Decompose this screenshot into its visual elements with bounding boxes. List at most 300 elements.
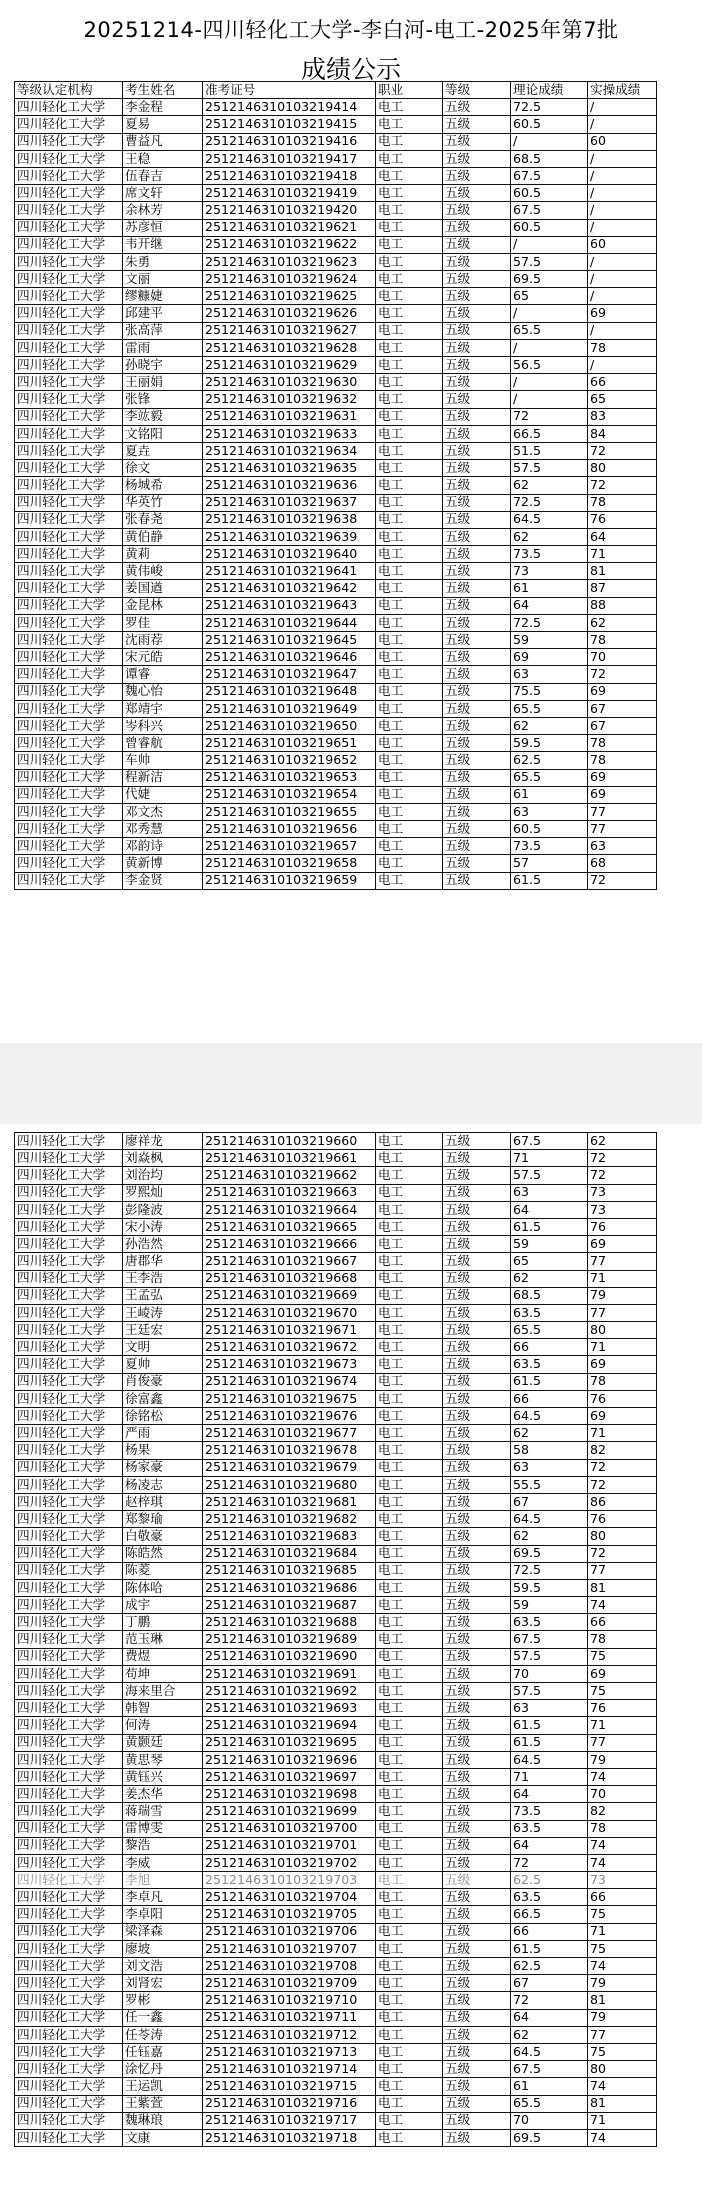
org-cell: 四川轻化工大学 — [15, 1322, 123, 1339]
practical-score-cell: 86 — [588, 1493, 657, 1510]
theory-score-cell: 63.5 — [511, 1304, 588, 1321]
occupation-cell: 电工 — [376, 1562, 443, 1579]
theory-score-cell: 73 — [511, 563, 588, 580]
table-row — [15, 2095, 657, 2112]
practical-score-cell: 72 — [588, 1545, 657, 1562]
level-cell: 五级 — [443, 339, 511, 356]
occupation-cell: 电工 — [376, 1339, 443, 1356]
occupation-cell: 电工 — [376, 425, 443, 442]
occupation-cell: 电工 — [376, 288, 443, 305]
practical-score-cell: 72 — [588, 1167, 657, 1184]
theory-score-cell: 64.5 — [511, 1511, 588, 1528]
org-cell: 四川轻化工大学 — [15, 1889, 123, 1906]
org-cell: 四川轻化工大学 — [15, 872, 123, 889]
occupation-cell: 电工 — [376, 1373, 443, 1390]
org-cell: 四川轻化工大学 — [15, 838, 123, 855]
level-cell: 五级 — [443, 1390, 511, 1407]
org-cell: 四川轻化工大学 — [15, 1786, 123, 1803]
ticket-cell: 2512146310103219710 — [203, 1992, 376, 2009]
name-cell: 刘文浩 — [123, 1958, 203, 1975]
occupation-cell: 电工 — [376, 357, 443, 374]
practical-score-cell: / — [588, 219, 657, 236]
table-row — [15, 1751, 657, 1768]
name-cell: 黄颢廷 — [123, 1734, 203, 1751]
occupation-cell: 电工 — [376, 1270, 443, 1287]
theory-score-cell: 67.5 — [511, 2061, 588, 2078]
occupation-cell: 电工 — [376, 2026, 443, 2043]
theory-score-cell: 72 — [511, 1992, 588, 2009]
practical-score-cell: 79 — [588, 2009, 657, 2026]
occupation-cell: 电工 — [376, 1511, 443, 1528]
theory-score-cell: 64 — [511, 1837, 588, 1854]
table-header-row — [15, 82, 657, 99]
occupation-cell: 电工 — [376, 1734, 443, 1751]
table-row — [15, 872, 657, 889]
occupation-cell: 电工 — [376, 1648, 443, 1665]
practical-score-cell: 78 — [588, 494, 657, 511]
ticket-cell: 2512146310103219630 — [203, 374, 376, 391]
ticket-cell: 2512146310103219679 — [203, 1459, 376, 1476]
ticket-cell: 2512146310103219712 — [203, 2026, 376, 2043]
theory-score-cell: 64 — [511, 597, 588, 614]
org-cell: 四川轻化工大学 — [15, 649, 123, 666]
ticket-cell: 2512146310103219695 — [203, 1734, 376, 1751]
theory-score-cell: 69.5 — [511, 2129, 588, 2146]
occupation-cell: 电工 — [376, 614, 443, 631]
theory-score-cell: 73.5 — [511, 1803, 588, 1820]
org-cell: 四川轻化工大学 — [15, 546, 123, 563]
theory-score-cell: 66 — [511, 1390, 588, 1407]
ticket-cell: 2512146310103219648 — [203, 683, 376, 700]
table-row — [15, 1425, 657, 1442]
org-cell: 四川轻化工大学 — [15, 1511, 123, 1528]
theory-score-cell: 63 — [511, 1184, 588, 1201]
practical-score-cell: 70 — [588, 649, 657, 666]
occupation-cell: 电工 — [376, 1820, 443, 1837]
practical-score-cell: 74 — [588, 1597, 657, 1614]
occupation-cell: 电工 — [376, 1184, 443, 1201]
theory-score-cell: 64 — [511, 1786, 588, 1803]
practical-score-cell: 67 — [588, 717, 657, 734]
name-cell: 刘治均 — [123, 1167, 203, 1184]
occupation-cell: 电工 — [376, 1356, 443, 1373]
table-row — [15, 786, 657, 803]
practical-score-cell: 68 — [588, 855, 657, 872]
ticket-cell: 2512146310103219624 — [203, 271, 376, 288]
name-cell: 刘肾宏 — [123, 1975, 203, 1992]
level-cell: 五级 — [443, 1459, 511, 1476]
occupation-cell: 电工 — [376, 872, 443, 889]
name-cell: 海来里合 — [123, 1683, 203, 1700]
practical-score-cell: 74 — [588, 1958, 657, 1975]
occupation-cell: 电工 — [376, 185, 443, 202]
org-cell: 四川轻化工大学 — [15, 1906, 123, 1923]
ticket-cell: 2512146310103219622 — [203, 236, 376, 253]
name-cell: 夏帅 — [123, 1356, 203, 1373]
level-cell: 五级 — [443, 528, 511, 545]
ticket-cell: 2512146310103219687 — [203, 1597, 376, 1614]
occupation-cell: 电工 — [376, 236, 443, 253]
name-cell: 廖坡 — [123, 1940, 203, 1957]
org-cell: 四川轻化工大学 — [15, 99, 123, 116]
table-row — [15, 1820, 657, 1837]
level-cell: 五级 — [443, 1683, 511, 1700]
ticket-cell: 2512146310103219697 — [203, 1768, 376, 1785]
org-cell: 四川轻化工大学 — [15, 2026, 123, 2043]
theory-score-cell: 71 — [511, 1150, 588, 1167]
name-cell: 邓韵诗 — [123, 838, 203, 855]
occupation-cell: 电工 — [376, 2095, 443, 2112]
occupation-cell: 电工 — [376, 202, 443, 219]
name-cell: 魏琳琅 — [123, 2112, 203, 2129]
ticket-cell: 2512146310103219674 — [203, 1373, 376, 1390]
occupation-cell: 电工 — [376, 477, 443, 494]
occupation-cell: 电工 — [376, 1614, 443, 1631]
practical-score-cell: 74 — [588, 1768, 657, 1785]
theory-score-cell: 62 — [511, 1270, 588, 1287]
org-cell: 四川轻化工大学 — [15, 1390, 123, 1407]
practical-score-cell: 66 — [588, 374, 657, 391]
ticket-cell: 2512146310103219696 — [203, 1751, 376, 1768]
org-cell: 四川轻化工大学 — [15, 167, 123, 184]
name-cell: 任钰嘉 — [123, 2043, 203, 2060]
level-cell: 五级 — [443, 1425, 511, 1442]
level-cell: 五级 — [443, 1648, 511, 1665]
practical-score-cell: / — [588, 99, 657, 116]
practical-score-cell: 87 — [588, 580, 657, 597]
table-row — [15, 477, 657, 494]
ticket-cell: 2512146310103219655 — [203, 803, 376, 820]
header-name: 考生姓名 — [123, 82, 203, 99]
org-cell: 四川轻化工大学 — [15, 1872, 123, 1889]
level-cell: 五级 — [443, 133, 511, 150]
practical-score-cell: 60 — [588, 133, 657, 150]
occupation-cell: 电工 — [376, 1597, 443, 1614]
practical-score-cell: 62 — [588, 1133, 657, 1150]
theory-score-cell: 63.5 — [511, 1889, 588, 1906]
practical-score-cell: 78 — [588, 632, 657, 649]
level-cell: 五级 — [443, 666, 511, 683]
ticket-cell: 2512146310103219627 — [203, 322, 376, 339]
name-cell: 程新洁 — [123, 769, 203, 786]
theory-score-cell: 75.5 — [511, 683, 588, 700]
theory-score-cell: 67.5 — [511, 167, 588, 184]
ticket-cell: 2512146310103219688 — [203, 1614, 376, 1631]
name-cell: 徐富鑫 — [123, 1390, 203, 1407]
occupation-cell: 电工 — [376, 1786, 443, 1803]
theory-score-cell: 57.5 — [511, 1683, 588, 1700]
practical-score-cell: / — [588, 202, 657, 219]
header-theory: 理论成绩 — [511, 82, 588, 99]
occupation-cell: 电工 — [376, 442, 443, 459]
practical-score-cell: 81 — [588, 1579, 657, 1596]
table-row — [15, 1253, 657, 1270]
ticket-cell: 2512146310103219713 — [203, 2043, 376, 2060]
name-cell: 车帅 — [123, 752, 203, 769]
practical-score-cell: 75 — [588, 1906, 657, 1923]
level-cell: 五级 — [443, 1975, 511, 1992]
org-cell: 四川轻化工大学 — [15, 1476, 123, 1493]
theory-score-cell: 62.5 — [511, 1958, 588, 1975]
name-cell: 黄伟峻 — [123, 563, 203, 580]
ticket-cell: 2512146310103219677 — [203, 1425, 376, 1442]
org-cell: 四川轻化工大学 — [15, 1408, 123, 1425]
org-cell: 四川轻化工大学 — [15, 202, 123, 219]
theory-score-cell: 63 — [511, 803, 588, 820]
theory-score-cell: 71 — [511, 1768, 588, 1785]
org-cell: 四川轻化工大学 — [15, 322, 123, 339]
theory-score-cell: 72.5 — [511, 494, 588, 511]
theory-score-cell: 67.5 — [511, 1631, 588, 1648]
level-cell: 五级 — [443, 2009, 511, 2026]
practical-score-cell: 77 — [588, 1304, 657, 1321]
ticket-cell: 2512146310103219623 — [203, 253, 376, 270]
theory-score-cell: 61.5 — [511, 1940, 588, 1957]
org-cell: 四川轻化工大学 — [15, 1528, 123, 1545]
practical-score-cell: 78 — [588, 735, 657, 752]
occupation-cell: 电工 — [376, 1872, 443, 1889]
theory-score-cell: 72 — [511, 1854, 588, 1871]
org-cell: 四川轻化工大学 — [15, 494, 123, 511]
practical-score-cell: 69 — [588, 1665, 657, 1682]
org-cell: 四川轻化工大学 — [15, 1992, 123, 2009]
ticket-cell: 2512146310103219632 — [203, 391, 376, 408]
practical-score-cell: 76 — [588, 1511, 657, 1528]
ticket-cell: 2512146310103219644 — [203, 614, 376, 631]
level-cell: 五级 — [443, 1562, 511, 1579]
occupation-cell: 电工 — [376, 1150, 443, 1167]
practical-score-cell: 76 — [588, 511, 657, 528]
level-cell: 五级 — [443, 494, 511, 511]
ticket-cell: 2512146310103219651 — [203, 735, 376, 752]
practical-score-cell: 80 — [588, 1322, 657, 1339]
org-cell: 四川轻化工大学 — [15, 1700, 123, 1717]
name-cell: 曾睿航 — [123, 735, 203, 752]
occupation-cell: 电工 — [376, 666, 443, 683]
table-row — [15, 1579, 657, 1596]
occupation-cell: 电工 — [376, 1201, 443, 1218]
level-cell: 五级 — [443, 425, 511, 442]
name-cell: 夏垚 — [123, 442, 203, 459]
ticket-cell: 2512146310103219705 — [203, 1906, 376, 1923]
table-row — [15, 2112, 657, 2129]
occupation-cell: 电工 — [376, 563, 443, 580]
table-row — [15, 1665, 657, 1682]
org-cell: 四川轻化工大学 — [15, 425, 123, 442]
table-row — [15, 2129, 657, 2146]
occupation-cell: 电工 — [376, 1700, 443, 1717]
ticket-cell: 2512146310103219675 — [203, 1390, 376, 1407]
occupation-cell: 电工 — [376, 2112, 443, 2129]
theory-score-cell: 61 — [511, 786, 588, 803]
level-cell: 五级 — [443, 2061, 511, 2078]
level-cell: 五级 — [443, 1167, 511, 1184]
org-cell: 四川轻化工大学 — [15, 2009, 123, 2026]
name-cell: 华英竹 — [123, 494, 203, 511]
practical-score-cell: 72 — [588, 477, 657, 494]
practical-score-cell: 72 — [588, 442, 657, 459]
occupation-cell: 电工 — [376, 511, 443, 528]
org-cell: 四川轻化工大学 — [15, 1287, 123, 1304]
occupation-cell: 电工 — [376, 1768, 443, 1785]
level-cell: 五级 — [443, 683, 511, 700]
level-cell: 五级 — [443, 1958, 511, 1975]
level-cell: 五级 — [443, 700, 511, 717]
ticket-cell: 2512146310103219717 — [203, 2112, 376, 2129]
occupation-cell: 电工 — [376, 683, 443, 700]
occupation-cell: 电工 — [376, 1906, 443, 1923]
header-ticket: 准考证号 — [203, 82, 376, 99]
table-row — [15, 1683, 657, 1700]
theory-score-cell: 60.5 — [511, 821, 588, 838]
table-row — [15, 1786, 657, 1803]
table-row — [15, 1218, 657, 1235]
name-cell: 文明 — [123, 1339, 203, 1356]
table-row — [15, 2078, 657, 2095]
practical-score-cell: 67 — [588, 700, 657, 717]
org-cell: 四川轻化工大学 — [15, 1579, 123, 1596]
practical-score-cell: 74 — [588, 1854, 657, 1871]
occupation-cell: 电工 — [376, 735, 443, 752]
table-row — [15, 666, 657, 683]
name-cell: 白敬豪 — [123, 1528, 203, 1545]
theory-score-cell: 62.5 — [511, 752, 588, 769]
org-cell: 四川轻化工大学 — [15, 2095, 123, 2112]
practical-score-cell: 77 — [588, 2026, 657, 2043]
level-cell: 五级 — [443, 1906, 511, 1923]
org-cell: 四川轻化工大学 — [15, 1167, 123, 1184]
org-cell: 四川轻化工大学 — [15, 1562, 123, 1579]
ticket-cell: 2512146310103219656 — [203, 821, 376, 838]
theory-score-cell: 69 — [511, 649, 588, 666]
level-cell: 五级 — [443, 1751, 511, 1768]
announcement-heading: 成绩公示 — [300, 55, 401, 84]
level-cell: 五级 — [443, 1442, 511, 1459]
ticket-cell: 2512146310103219676 — [203, 1408, 376, 1425]
org-cell: 四川轻化工大学 — [15, 597, 123, 614]
practical-score-cell: 72 — [588, 1459, 657, 1476]
level-cell: 五级 — [443, 1872, 511, 1889]
level-cell: 五级 — [443, 1579, 511, 1596]
table-row — [15, 1270, 657, 1287]
ticket-cell: 2512146310103219629 — [203, 357, 376, 374]
occupation-cell: 电工 — [376, 1803, 443, 1820]
practical-score-cell: 77 — [588, 1562, 657, 1579]
practical-score-cell: 82 — [588, 1442, 657, 1459]
occupation-cell: 电工 — [376, 528, 443, 545]
table-row — [15, 1184, 657, 1201]
name-cell: 沈雨荐 — [123, 632, 203, 649]
page-separator — [0, 1043, 702, 1124]
name-cell: 代婕 — [123, 786, 203, 803]
occupation-cell: 电工 — [376, 1493, 443, 1510]
ticket-cell: 2512146310103219652 — [203, 752, 376, 769]
org-cell: 四川轻化工大学 — [15, 563, 123, 580]
org-cell: 四川轻化工大学 — [15, 1820, 123, 1837]
ticket-cell: 2512146310103219707 — [203, 1940, 376, 1957]
occupation-cell: 电工 — [376, 580, 443, 597]
practical-score-cell: 88 — [588, 597, 657, 614]
theory-score-cell: 69.5 — [511, 271, 588, 288]
table-row — [15, 425, 657, 442]
name-cell: 王丽娟 — [123, 374, 203, 391]
practical-score-cell: 62 — [588, 614, 657, 631]
ticket-cell: 2512146310103219694 — [203, 1717, 376, 1734]
name-cell: 徐铭松 — [123, 1408, 203, 1425]
ticket-cell: 2512146310103219626 — [203, 305, 376, 322]
name-cell: 李卓凡 — [123, 1889, 203, 1906]
table-row — [15, 649, 657, 666]
table-row — [15, 700, 657, 717]
name-cell: 黄思琴 — [123, 1751, 203, 1768]
theory-score-cell: 64.5 — [511, 2043, 588, 2060]
score-table-page-1 — [14, 81, 657, 890]
table-row — [15, 357, 657, 374]
occupation-cell: 电工 — [376, 99, 443, 116]
org-cell: 四川轻化工大学 — [15, 1304, 123, 1321]
occupation-cell: 电工 — [376, 821, 443, 838]
name-cell: 邱建平 — [123, 305, 203, 322]
ticket-cell: 2512146310103219416 — [203, 133, 376, 150]
name-cell: 韩智 — [123, 1700, 203, 1717]
ticket-cell: 2512146310103219692 — [203, 1683, 376, 1700]
table-row — [15, 717, 657, 734]
table-row — [15, 546, 657, 563]
ticket-cell: 2512146310103219649 — [203, 700, 376, 717]
occupation-cell: 电工 — [376, 1665, 443, 1682]
theory-score-cell: 63 — [511, 1459, 588, 1476]
name-cell: 黄新博 — [123, 855, 203, 872]
org-cell: 四川轻化工大学 — [15, 305, 123, 322]
table-row — [15, 253, 657, 270]
occupation-cell: 电工 — [376, 855, 443, 872]
level-cell: 五级 — [443, 357, 511, 374]
theory-score-cell: 65 — [511, 1253, 588, 1270]
header-practical: 实操成绩 — [588, 82, 657, 99]
level-cell: 五级 — [443, 803, 511, 820]
name-cell: 黄伯静 — [123, 528, 203, 545]
name-cell: 王紫萱 — [123, 2095, 203, 2112]
theory-score-cell: 63.5 — [511, 1614, 588, 1631]
name-cell: 文丽 — [123, 271, 203, 288]
table-row — [15, 442, 657, 459]
practical-score-cell: 77 — [588, 1734, 657, 1751]
practical-score-cell: 75 — [588, 2043, 657, 2060]
name-cell: 李旭 — [123, 1872, 203, 1889]
theory-score-cell: 60.5 — [511, 219, 588, 236]
theory-score-cell: 67.5 — [511, 202, 588, 219]
practical-score-cell: 78 — [588, 1631, 657, 1648]
org-cell: 四川轻化工大学 — [15, 528, 123, 545]
theory-score-cell: 64.5 — [511, 1751, 588, 1768]
table-row — [15, 494, 657, 511]
table-row — [15, 683, 657, 700]
level-cell: 五级 — [443, 1408, 511, 1425]
level-cell: 五级 — [443, 855, 511, 872]
table-row — [15, 374, 657, 391]
table-row — [15, 1408, 657, 1425]
name-cell: 蒋瑞雪 — [123, 1803, 203, 1820]
table-row — [15, 1648, 657, 1665]
practical-score-cell: 69 — [588, 305, 657, 322]
ticket-cell: 2512146310103219419 — [203, 185, 376, 202]
level-cell: 五级 — [443, 271, 511, 288]
ticket-cell: 2512146310103219666 — [203, 1236, 376, 1253]
occupation-cell: 电工 — [376, 1459, 443, 1476]
level-cell: 五级 — [443, 2043, 511, 2060]
name-cell: 黎浩 — [123, 1837, 203, 1854]
name-cell: 赵梓琪 — [123, 1493, 203, 1510]
